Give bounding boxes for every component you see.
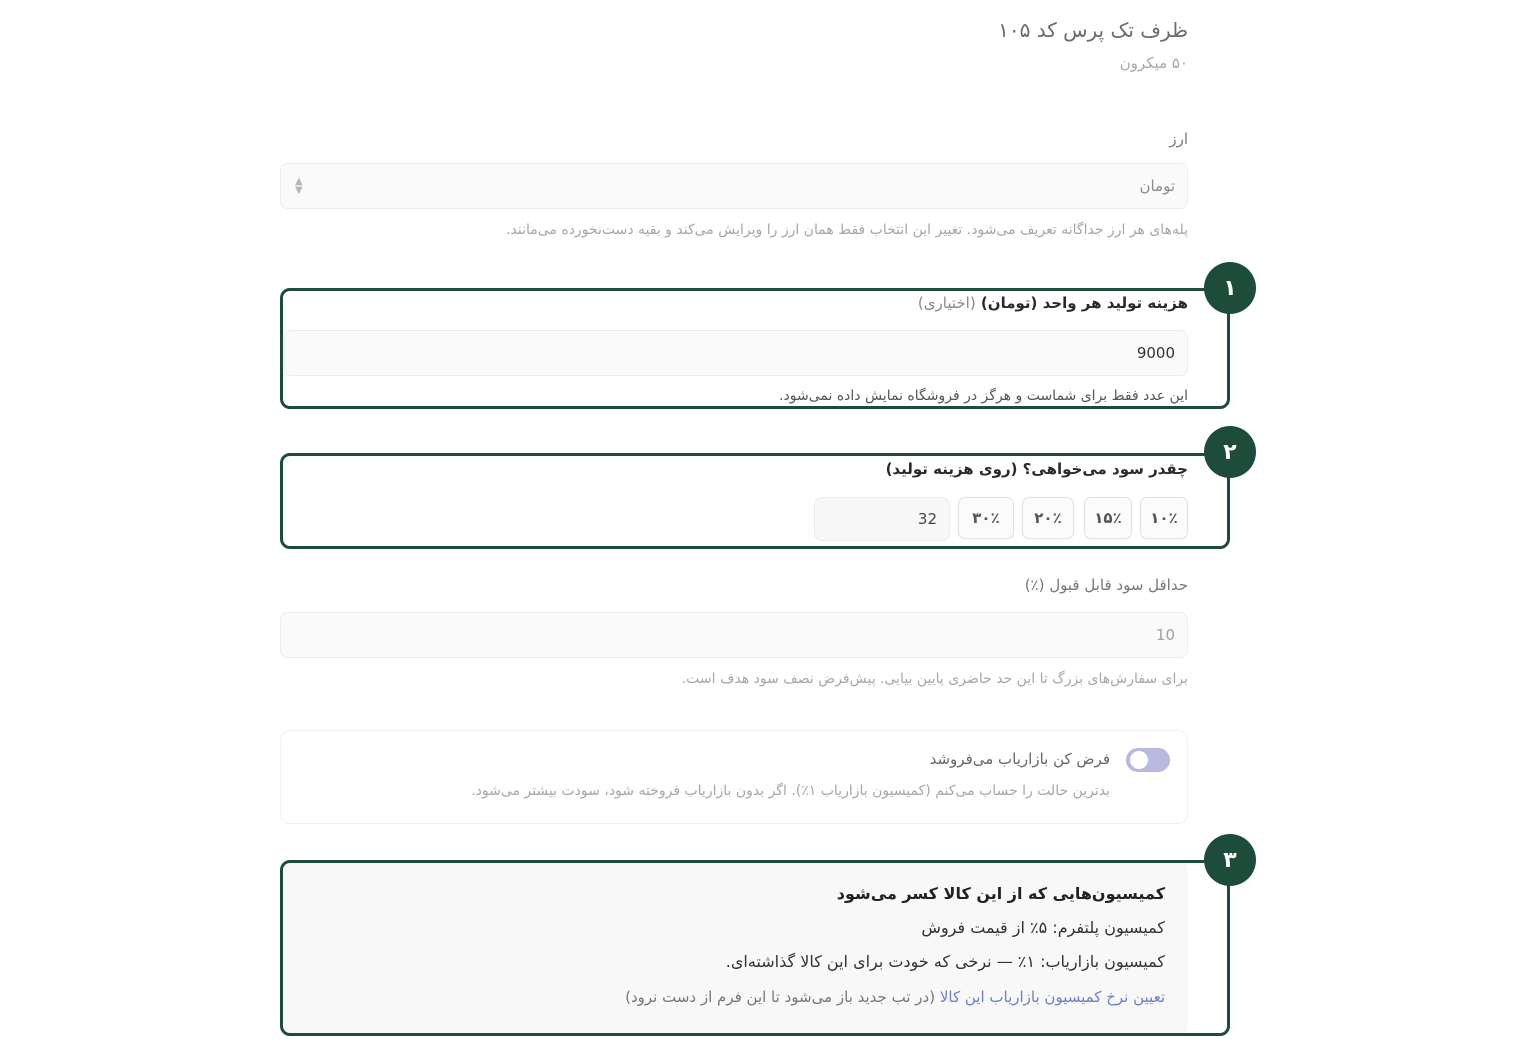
profit-label: چقدر سود می‌خواهی؟ (روی هزینه تولید): [885, 460, 1188, 478]
currency-help: پله‌های هر ارز جداگانه تعریف می‌شود. تغییر این انتخاب فقط همان ارز را ویرایش می‌کند و بقیه دست‌نخورده می‌مانند.: [506, 222, 1188, 238]
min-profit-value: 10: [1155, 626, 1175, 644]
profit-chip-15[interactable]: ۱۵٪: [1084, 497, 1132, 539]
unit-cost-help: این عدد فقط برای شماست و هرگز در فروشگاه نمایش داده نمی‌شود.: [779, 388, 1188, 404]
unit-cost-input[interactable]: [284, 330, 1188, 376]
commission-link-row: [625, 988, 1165, 1006]
commission-title: کمیسیون‌هایی که از این کالا کسر می‌شود: [836, 884, 1165, 903]
commission-platform: کمیسیون پلتفرم: ۵٪ از قیمت فروش: [921, 918, 1165, 937]
product-subtitle: ۵۰ میکرون: [1119, 54, 1188, 72]
unit-cost-optional: (اختیاری): [917, 294, 976, 312]
currency-value: تومان: [1139, 177, 1175, 195]
affiliate-rate-link-note: (در تب جدید باز می‌شود تا این فرم از دست نرود): [625, 988, 936, 1006]
affiliate-card: [280, 730, 1188, 824]
unit-cost-label-text: هزینه تولید هر واحد (تومان): [980, 294, 1188, 312]
affiliate-description: بدترین حالت را حساب می‌کنم (کمیسیون بازاریاب ۱٪). اگر بدون بازاریاب فروخته شود، سودت بیشتر می‌شود.: [471, 783, 1110, 799]
commission-affiliate: کمیسیون بازاریاب: ۱٪ — نرخی که خودت برای این کالا گذاشته‌ای.: [725, 952, 1165, 971]
product-title: ظرف تک پرس کد ۱۰۵: [998, 18, 1188, 42]
annotation-badge-3: ۳: [1204, 834, 1256, 886]
min-profit-help: برای سفارش‌های بزرگ تا این حد حاضری پایین بیایی. پیش‌فرض نصف سود هدف است.: [681, 671, 1188, 687]
currency-select[interactable]: [280, 163, 1188, 209]
annotation-badge-1: ۱: [1204, 262, 1256, 314]
affiliate-rate-link[interactable]: تعیین نرخ کمیسیون بازاریاب این کالا: [939, 988, 1165, 1006]
min-profit-input[interactable]: [280, 612, 1188, 658]
profit-custom-input[interactable]: [814, 497, 950, 541]
select-arrows-icon: ▲ ▼: [295, 176, 303, 196]
profit-chip-30[interactable]: ۳۰٪: [958, 497, 1014, 539]
affiliate-toggle[interactable]: [1126, 748, 1170, 772]
unit-cost-label: [918, 294, 1188, 312]
annotation-badge-2: ۲: [1204, 426, 1256, 478]
min-profit-label: حداقل سود قابل قبول (٪): [1024, 576, 1188, 594]
profit-chip-20[interactable]: ۲۰٪: [1022, 497, 1074, 539]
unit-cost-value: 9000: [1136, 344, 1175, 362]
toggle-knob: [1130, 751, 1148, 769]
currency-label: ارز: [1169, 130, 1188, 148]
profit-chip-10[interactable]: ۱۰٪: [1140, 497, 1188, 539]
profit-custom-value: 32: [917, 510, 937, 528]
affiliate-title: فرض کن بازاریاب می‌فروشد: [929, 750, 1110, 768]
